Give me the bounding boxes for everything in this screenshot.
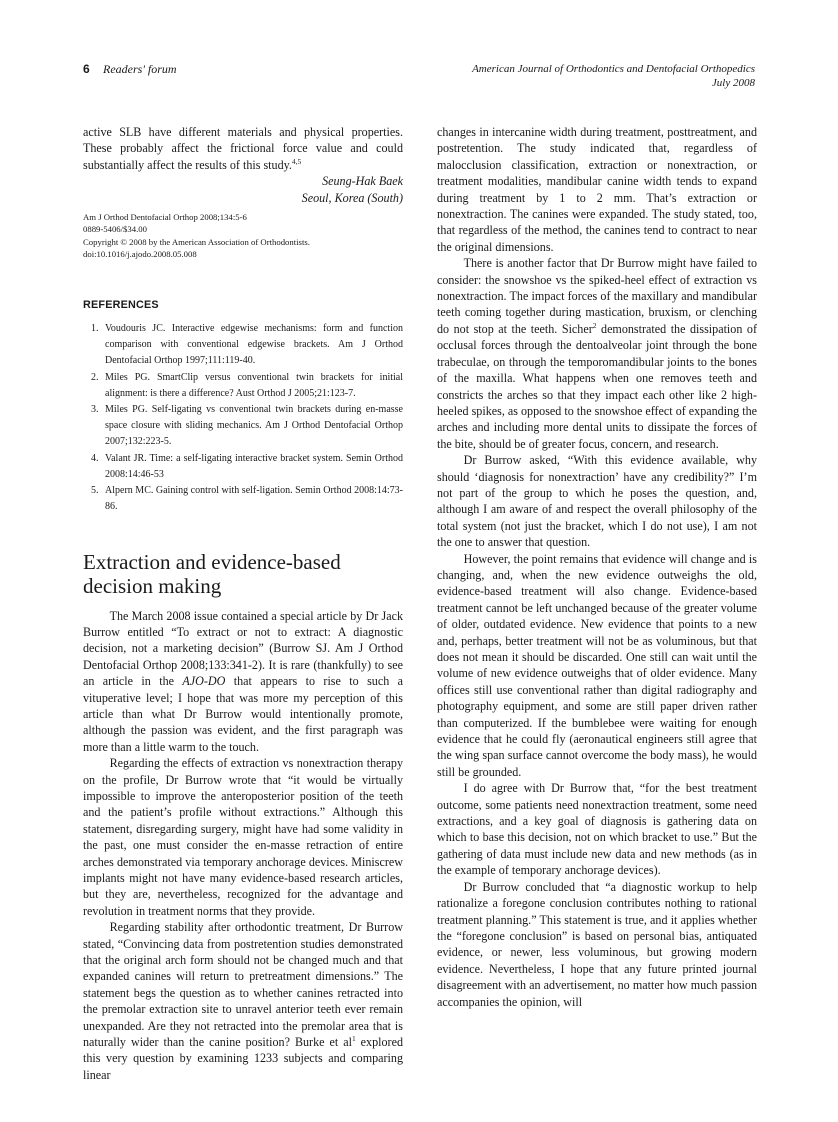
doi-link[interactable]: doi:10.1016/j.ajodo.2008.05.008 xyxy=(83,249,197,260)
right-column xyxy=(437,124,757,1010)
article-title: Extraction and evidence-based decision making xyxy=(83,549,341,598)
reference-item: 1. Voudouris JC. Interactive edgewise mechanisms: form and function comparison with conventional edgewise brackets. Am J Orthod Dentofacial Orthop 1997;111:119-40. xyxy=(101,321,403,370)
paragraph: Dr Burrow concluded that “a diagnostic workup to help rationalize a foregone conclusion contributes nothing to rational treatment planning.” This statement is true, and it applies whether the “foregone conclusion” is based on personal bias, antiquated evidence, or newer, less voluminous, but growing modern evidence. Nevertheless, I hope that any future printed journal disagreement with an advertisement, no matter how much passion accompanies the opinion, will xyxy=(437,879,757,1009)
paragraph: However, the point remains that evidence will change and is changing, and, when the new evidence outweighs the old, evidence-based treatment will also change. Evidence-based treatment cannot be left unchanged because of the greater volume of older, outdated evidence. New evidence that points to a new and, perhaps, better treatment will not be as voluminous, but that does not mean it should be discarded. One still can wait until the volume of new evidence outweighs that of older evidence. Many offices still use conventional rather than digital radiography and photography equipment, and some are still paper driven rather than computerized. If the bumblebee were waiting for enough evidence that he could fly (aeronautical engineers still agree that the wing span surface cannot overcome the body mass), he would still be grounded. xyxy=(437,551,757,779)
references-list xyxy=(83,321,403,515)
reference-item: 3. Miles PG. Self-ligating vs conventional twin brackets during en-masse space closure with sliding mechanics. Am J Orthod Dentofacial Orthop 2007;132:223-5. xyxy=(101,402,403,451)
paragraph: Regarding the effects of extraction vs nonextraction therapy on the profile, Dr Burrow wrote that “it would be virtually impossible to improve the anteroposterior position of the teeth and the patient’s profile without extractions.” Although this statement, disregarding surgery, might have had some validity in the past, one must consider the en-masse retraction of entire arches demonstrated via temporary anchorage devices. Miniscrew implants might not have many evidence-based research articles, but they are, nevertheless, recognized for the advantage and revolution in treatment norms that they provide. xyxy=(83,756,403,918)
journal-info xyxy=(472,62,755,90)
left-column xyxy=(83,124,403,1083)
paragraph: I do agree with Dr Burrow that, “for the best treatment outcome, some patients need nonextraction treatment, some need extractions, and a key goal of diagnosis is gathering data on which to base this decision, not on which bracket to use.” But the gathering of data must include new data and new methods (as in the example of temporary anchorage devices). xyxy=(437,781,757,878)
article-metadata xyxy=(83,211,403,261)
paragraph: There is another factor that Dr Burrow might have failed to consider: the snowshoe vs the spiked-heel effect of extraction vs nonextraction. The impact forces of the maxillary and mandibular teeth coming together during mastication, bruxism, or clenching do not stop at the teeth. Sicher$^2$ demonstrated the dissipation of occlusal forces through the dentoalveolar joint through the bone trabeculae, on through the temporomandibular joints to the bones of the maxilla. What happens when one removes teeth and constricts the arches so that they impact each other like 2 high-heeled spikes, as opposed to the snowshoe effect of expanding the arches and including more dental units to dissipate the forces of the bite, should be of greater focus, concern, and research. xyxy=(437,256,757,451)
citation-superscript: 4,5 xyxy=(291,156,302,166)
running-header xyxy=(83,62,755,92)
author-location: Seoul, Korea (South) xyxy=(301,190,403,205)
citation-superscript: 2 xyxy=(592,320,597,330)
section-name: Readers' forum xyxy=(103,62,177,76)
paragraph: The March 2008 issue contained a special article by Dr Jack Burrow entitled “To extract or not to extract: A diagnostic decision, not a marketing decision” (Burrow SJ. Am J Orthod Dentofacial Orthop 2008;133:341-2). It is rare (thankfully) to see an article in the AJO-DO that appears to rise to such a vituperative level; I hope that was more my perception of this article than what Dr Burrow would intentionally promote, although the passion was evident, and the first paragraph was more than a little warm to the touch. xyxy=(83,608,404,754)
journal-name: American Journal of Orthodontics and Dentofacial Orthopedics xyxy=(472,63,755,75)
journal-abbrev: AJO-DO xyxy=(182,674,226,689)
citation-superscript: 1 xyxy=(351,1034,356,1044)
reference-item: 5. Alpern MC. Gaining control with self-ligation. Semin Orthod 2008:14:73-86. xyxy=(101,483,403,515)
paragraph: Dr Burrow asked, “With this evidence available, why should ‘diagnosis for nonextraction’ have any credibility?” I’m not part of the group to which he poses the question, and, although I am aware of and respect the overall philosophy of the total system (not just the bracket, which I do not use), I am not the one to answer that question. xyxy=(437,453,757,550)
reference-item: 4. Valant JR. Time: a self-ligating interactive bracket system. Semin Orthod 2008:14:46-53 xyxy=(101,451,403,483)
issue-date: July 2008 xyxy=(711,77,755,89)
author-name: Seung-Hak Baek xyxy=(322,174,403,189)
page-number: 6 xyxy=(83,62,90,76)
paragraph: Regarding stability after orthodontic treatment, Dr Burrow stated, “Convincing data from postretention studies demonstrated that the original arch form should not be changed much and that expanded canines will return to pretreatment dimensions.” The statement begs the question as to whether canines retracted into the premolar extraction site to unravel anterior teeth ever remain unexpanded. Are they not retracted into the premolar area that is naturally wider than the canine position? Burke et $al^1$ explored this very question by examining 1233 subjects and comparing linear xyxy=(83,920,403,1082)
previous-letter-closing: active SLB have different materials and physical properties. These probably affect the frictional force value and could substantially affect the results of this study.$^{4,5}$ xyxy=(83,125,403,172)
paragraph-continued: changes in intercanine width during treatment, posttreatment, and postretention. The study indicated that, regardless of malocclusion classification, extraction or nonextraction, or treatment modalities, mandibular canine width tends to expand during treatment by 1 to 2 mm. That’s extraction or nonextraction. The canines were expanded. The study stated, too, that regardless of the method, the canines tend to contract to near the original dimensions. xyxy=(437,125,757,254)
reference-item: 2. Miles PG. SmartClip versus conventional twin brackets for initial alignment: is there a difference? Aust Orthod J 2005;21:123-7. xyxy=(101,370,403,402)
citation-line: Am J Orthod Dentofacial Orthop 2008;134:5-6 xyxy=(83,212,247,223)
issn-line: 0889-5406/$34.00 xyxy=(83,224,147,235)
copyright-line: Copyright © 2008 by the American Association of Orthodontists. xyxy=(83,236,310,247)
references-heading: REFERENCES xyxy=(83,298,159,311)
